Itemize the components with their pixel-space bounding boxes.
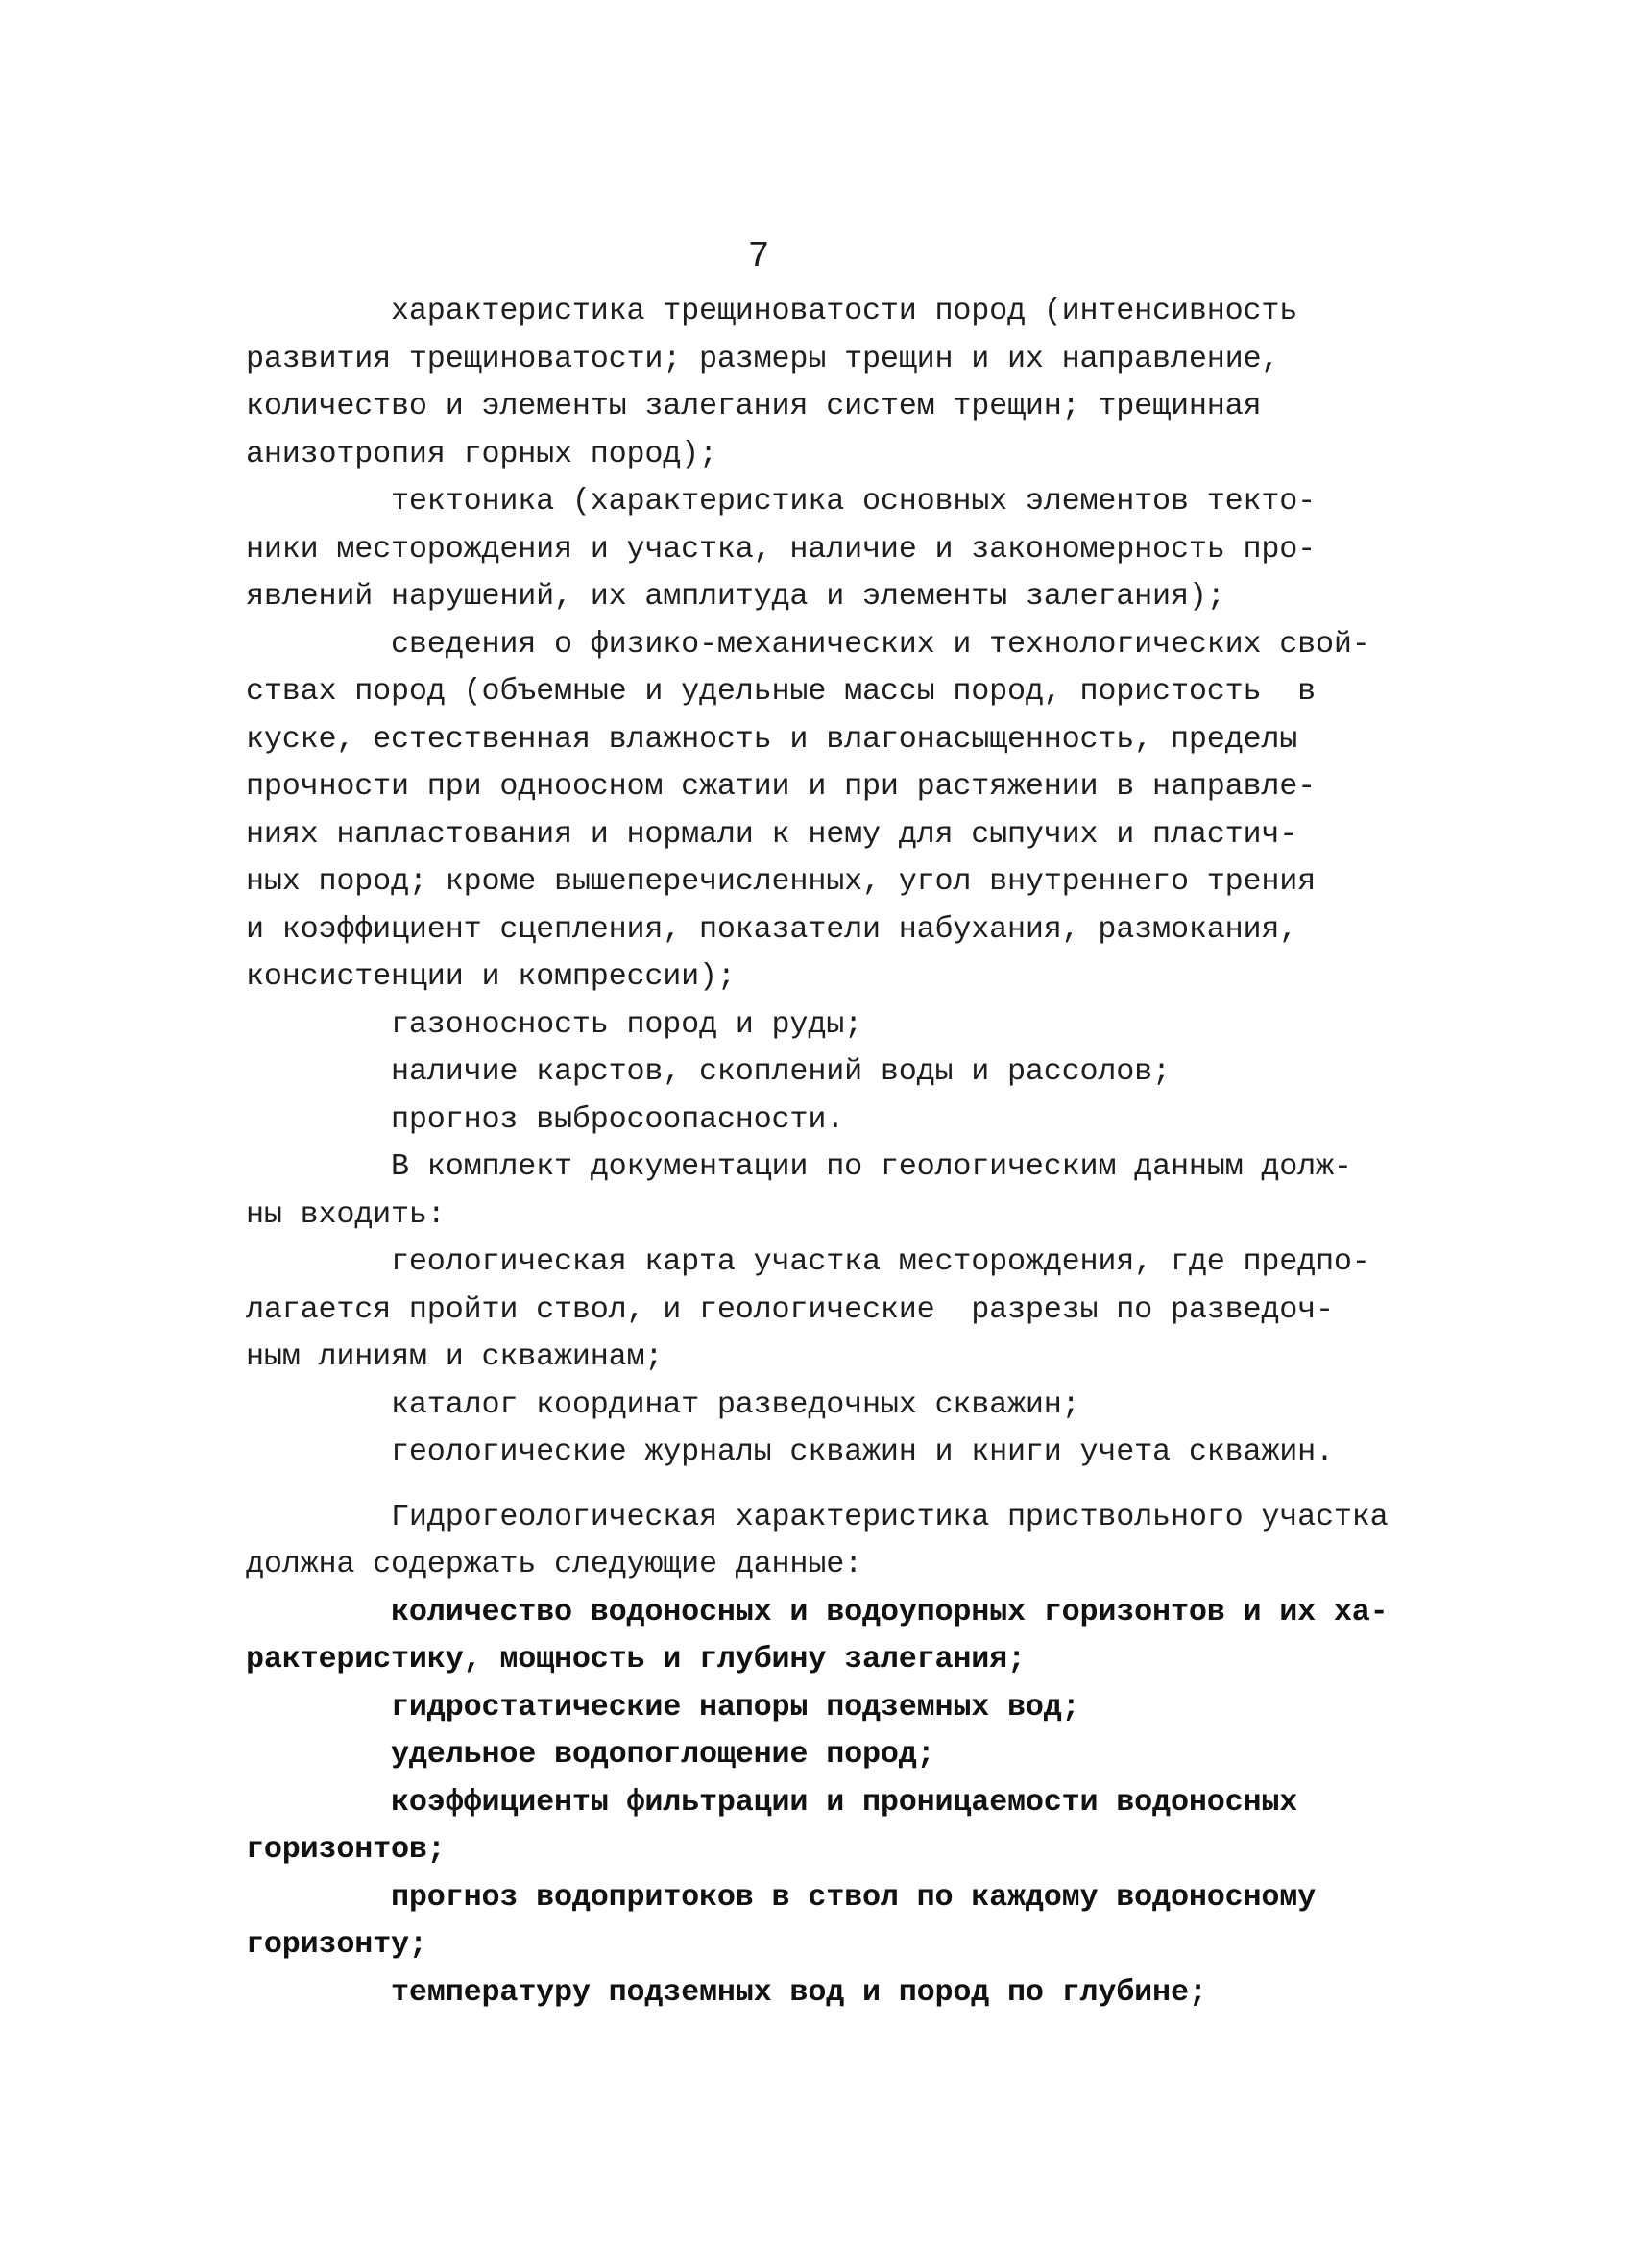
text-line: прогноз выбросоопасности.: [246, 1101, 845, 1137]
text-line: температуру подземных вод и пород по глубине;: [246, 1974, 1207, 2010]
text-line: геологические журналы скважин и книги учета скважин.: [246, 1435, 1334, 1469]
text-line: горизонту;: [246, 1927, 427, 1962]
text-line: ных пород; кроме вышеперечисленных, угол внутреннего трения: [246, 864, 1316, 899]
text-line: и коэффициент сцепления, показатели набухания, размокания,: [246, 911, 1298, 947]
text-line: ники месторождения и участка, наличие и закономерность про-: [246, 531, 1316, 567]
text-line: прогноз водопритоков в ствол по каждому водоносному: [246, 1879, 1316, 1915]
text-line: должна содержать следующие данные:: [246, 1547, 862, 1581]
text-line: каталог координат разведочных скважин;: [246, 1387, 1080, 1422]
text-line: сведения о физико-механических и технологических свой-: [246, 626, 1370, 662]
text-line: прочности при одноосном сжатии и при растяжении в направле-: [246, 769, 1316, 804]
text-line: коэффициенты фильтрации и проницаемости водоносных: [246, 1784, 1298, 1820]
text-line: горизонтов;: [246, 1832, 446, 1867]
text-line: удельное водопоглощение пород;: [246, 1737, 935, 1772]
text-line: характеристика трещиноватости пород (интенсивность: [246, 294, 1298, 328]
text-line: ным линиям и скважинам;: [246, 1339, 664, 1374]
body-text: [246, 288, 1437, 2016]
text-line: лагается пройти ствол, и геологические разрезы по разведоч-: [246, 1291, 1334, 1327]
text-line: Гидрогеологическая характеристика приствольного участка: [246, 1499, 1389, 1534]
text-line: геологическая карта участка месторождения, где предпо-: [246, 1244, 1370, 1279]
text-line: тектоника (характеристика основных элементов текто-: [246, 484, 1316, 519]
text-line: анизотропия горных пород);: [246, 436, 717, 471]
text-line: ниях напластования и нормали к нему для сыпучих и пластич-: [246, 816, 1298, 852]
text-line: куске, естественная влажность и влагонасыщенность, пределы: [246, 721, 1298, 757]
text-line: количество водоносных и водоупорных горизонтов и их ха-: [246, 1594, 1389, 1629]
text-line: В комплект документации по геологическим данным долж-: [246, 1149, 1352, 1184]
text-line: количество и элементы залегания систем трещин; трещинная: [246, 389, 1262, 423]
text-line: газоносность пород и руды;: [246, 1006, 862, 1042]
text-line: явлений нарушений, их амплитуда и элементы залегания);: [246, 579, 1225, 614]
text-line: рактеристику, мощность и глубину залегания;: [246, 1642, 1026, 1677]
text-line: гидростатические напоры подземных вод;: [246, 1689, 1080, 1725]
page-number: 7: [747, 236, 770, 277]
text-line: наличие карстов, скоплений воды и рассолов;: [246, 1054, 1171, 1089]
text-line: ствах пород (объемные и удельные массы пород, пористость в: [246, 674, 1316, 709]
text-line: ны входить:: [246, 1196, 446, 1232]
text-line: развития трещиноватости; размеры трещин и их направление,: [246, 341, 1280, 376]
paragraph-gap: [246, 1477, 1437, 1494]
text-line: консистенции и компрессии);: [246, 959, 736, 994]
